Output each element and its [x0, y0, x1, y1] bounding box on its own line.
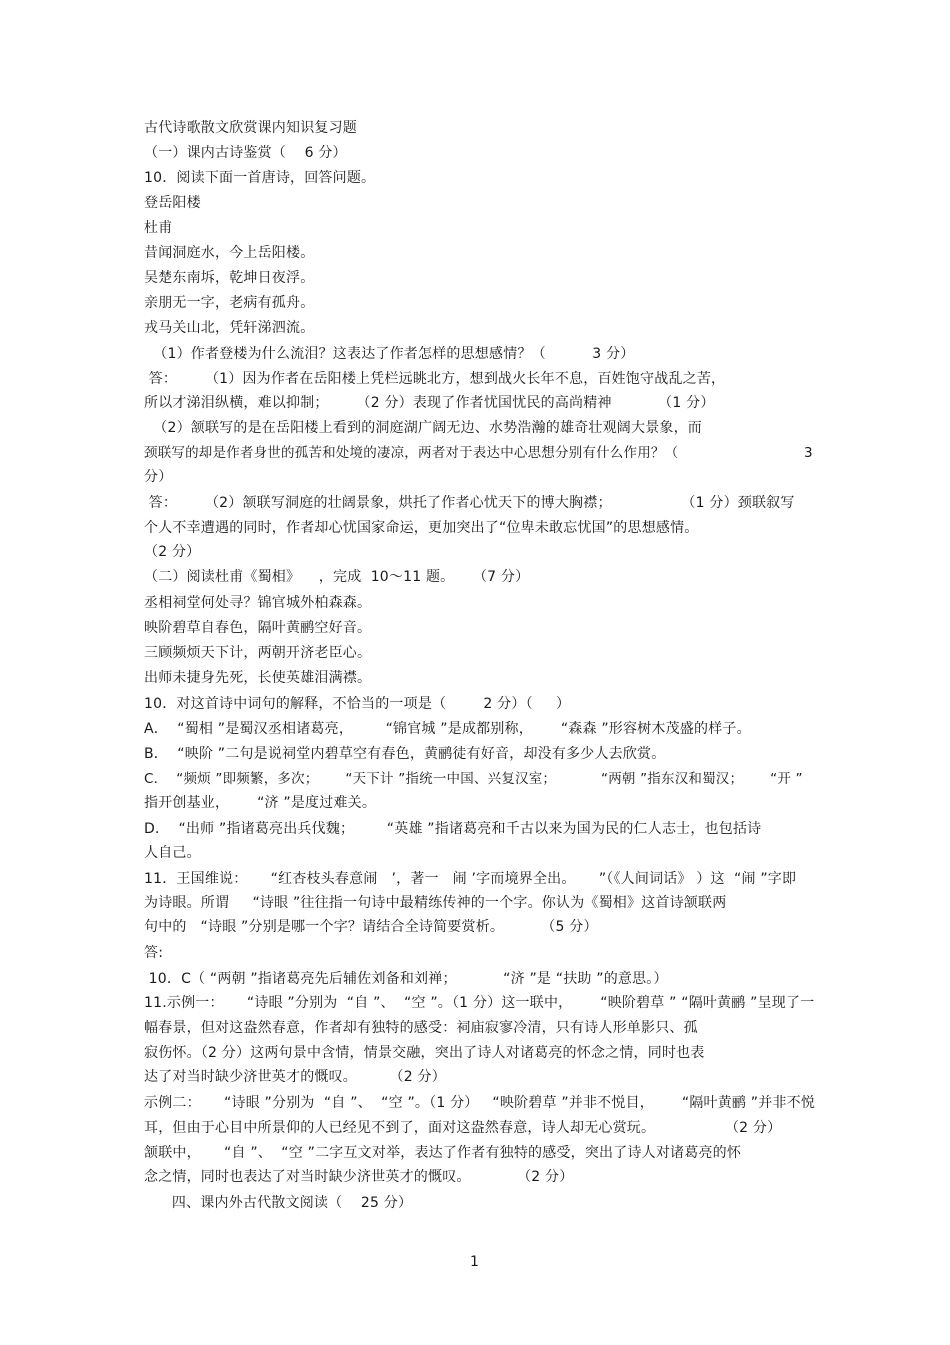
poem-line: 三顾频烦天下计，两朝开济老臣心。: [144, 645, 372, 661]
answer-text: 寂伤怀。（2 分）这两句景中含情，情景交融，突出了诗人对诸葛亮的怀念之情，同时也表: [144, 1045, 705, 1061]
answer-text: 答： （1）因为作者在岳阳楼上凭栏远眺北方，想到战火长年不息，百姓饱守战乱之苦，: [144, 371, 726, 387]
question-text: 为诗眼。所谓 “诗眼 ”往往指一句诗中最精练传神的一个字。你认为《蜀相》这首诗颔联两: [144, 895, 727, 911]
option-a: A． “蜀相 ”是蜀汉丞相诸葛亮， “锦官城 ”是成都别称， “森森 ”形容树木茂盛的样子。: [144, 721, 751, 737]
poem-line: 丞相祠堂何处寻？锦官城外柏森森。: [144, 595, 372, 611]
option-c: C． “频烦 ”即频繁，多次； “天下计 ”指统一中国、兴复汉室； “两朝 ”指东汉和蜀汉； “开 ”: [144, 771, 803, 787]
poem-title: 登岳阳楼: [144, 195, 201, 211]
answer-text: 颔联中， “自 ”、 “空 ”二字互文对举，表达了作者有独特的感受，突出了诗人对诸葛亮的怀: [144, 1145, 742, 1161]
question-text: （1）作者登楼为什么流泪？这表达了作者怎样的思想感情？（ 3 分）: [144, 346, 635, 362]
question-text: 11．王国维说： “红杏枝头春意闹 ’，著一 闹 ’字而境界全出。 ”（《人间词话》 ）这 “闹 ”字即: [144, 871, 797, 887]
section-heading: （二）阅读杜甫《蜀相》 ，完成 10～11 题。 （7 分）: [144, 569, 530, 585]
poem-line: 映阶碧草自春色，隔叶黄鹂空好音。: [144, 620, 372, 636]
poem-line: 戎马关山北，凭轩涕泗流。: [144, 320, 315, 336]
poem-line: 昔闻洞庭水，今上岳阳楼。: [144, 245, 315, 261]
section-heading: 四、课内外古代散文阅读（ 25 分）: [144, 1195, 413, 1211]
answer-label: 答:: [144, 945, 164, 961]
answer-text: 10．C（ “两朝 ”指诸葛亮先后辅佐刘备和刘禅； “济 ”是 “扶助 ”的意思。）: [144, 971, 668, 987]
question-text: 分）: [144, 469, 173, 485]
poem-author: 杜甫: [144, 220, 173, 236]
question-text: 10．阅读下面一首唐诗，回答问题。: [144, 170, 376, 186]
answer-text: 答： （2）颔联写洞庭的壮阔景象，烘托了作者心忧天下的博大胸襟； （1 分）颈联叙写: [144, 495, 795, 511]
answer-text: 示例二： “诗眼 ”分别为 “自 ”、 “空 ”。（1 分） “映阶碧草 ”并非不悦目， “隔叶黄鹂 ”并非不悦: [144, 1095, 816, 1111]
option-b: B． “映阶 ”二句是说祠堂内碧草空有春色，黄鹂徒有好音，却没有多少人去欣赏。: [144, 746, 666, 762]
question-text: 10．对这首诗中词句的解释，不恰当的一项是（ 2 分）（ ）: [144, 696, 571, 712]
poem-line: 亲朋无一字，老病有孤舟。: [144, 295, 315, 311]
option-c-continued: 指开创基业， “济 ”是度过难关。: [144, 795, 377, 811]
answer-text: 11.示例一： “诗眼 ”分别为 “自 ”、 “空 ”。（1 分）这一联中， “映阶碧草 ” “隔叶黄鹂 ”呈现了一: [144, 995, 815, 1011]
answer-text: （2 分）: [144, 544, 201, 560]
question-text: 句中的 “诗眼 ”分别是哪一个字？请结合全诗简要赏析。 （5 分）: [144, 919, 598, 935]
option-d-continued: 人自己。: [144, 845, 201, 861]
answer-text: 达了对当时缺少济世英才的慨叹。 （2 分）: [144, 1069, 446, 1085]
answer-text: 个人不幸遭遇的同时，作者却心忧国家命运，更加突出了“位卑未敢忘忧国”的思想感情。: [144, 520, 699, 536]
option-d: D． “出师 ”指诸葛亮出兵伐魏； “英雄 ”指诸葛亮和千古以来为国为民的仁人志士，也包括诗: [144, 821, 762, 837]
answer-text: 耳，但由于心目中所景仰的人已经见不到了，面对这盎然春意，诗人却无心赏玩。 （2 分）: [144, 1120, 782, 1136]
poem-line: 吴楚东南坼，乾坤日夜浮。: [144, 270, 315, 286]
question-text: 颈联写的却是作者身世的孤苦和处境的凄凉，两者对于表达中心思想分别有什么作用？（ 3: [144, 445, 813, 461]
page-number: 1: [470, 1254, 480, 1270]
section-heading: （一）课内古诗鉴赏（ 6 分）: [144, 145, 347, 161]
answer-text: 所以才涕泪纵横，难以抑制； （2 分）表现了作者忧国忧民的高尚精神 （1 分）: [144, 395, 715, 411]
answer-text: 幅春景，但对这盎然春意，作者却有独特的感受：祠庙寂寥冷清，只有诗人形单影只、孤: [144, 1020, 698, 1036]
document-title: 古代诗歌散文欣赏课内知识复习题: [144, 120, 357, 136]
answer-text: 念之情，同时也表达了对当时缺少济世英才的慨叹。 （2 分）: [144, 1169, 574, 1185]
poem-line: 出师未捷身先死，长使英雄泪满襟。: [144, 670, 372, 686]
question-text: （2）颔联写的是在岳阳楼上看到的洞庭湖广阔无边、水势浩瀚的雄奇壮观阔大景象，而: [144, 420, 703, 436]
